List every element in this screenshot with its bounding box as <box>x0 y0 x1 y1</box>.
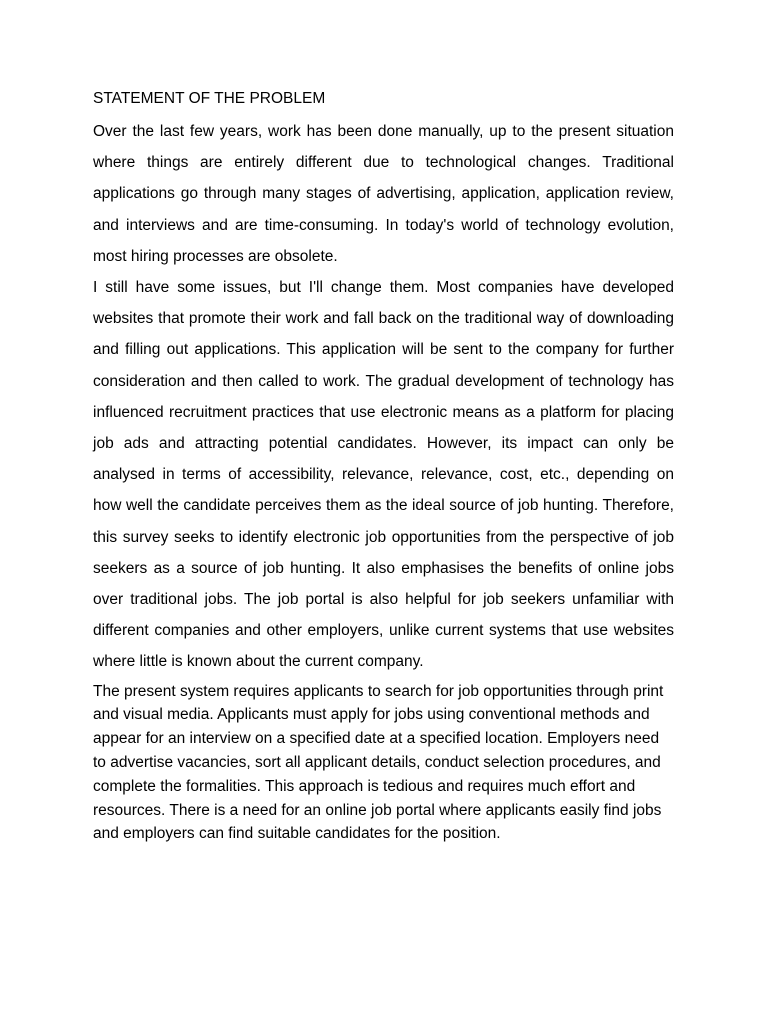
paragraph-intro: Over the last few years, work has been done manually, up to the present situation where things are entirely different due to technological changes. Traditional applications go through many stages of advertising, application, application review, and interviews and are time-consuming. In today's world of technology evolution, most hiring processes are obsolete. <box>93 123 674 265</box>
document-body <box>93 88 674 846</box>
page-title: STATEMENT OF THE PROBLEM <box>93 90 326 107</box>
paragraph-recruitment: I still have some issues, but I'll change them. Most companies have developed websites that promote their work and fall back on the traditional way of downloading and filling out applications. This application will be sent to the company for further consideration and then called to work. The gradual development of technology has influenced recruitment practices that use electronic means as a platform for placing job ads and attracting potential candidates. However, its impact can only be analysed in terms of accessibility, relevance, relevance, cost, etc., depending on how well the candidate perceives them as the ideal source of job hunting. Therefore, this survey seeks to identify electronic job opportunities from the perspective of job seekers as a source of job hunting. It also emphasises the benefits of online jobs over traditional jobs. The job portal is also helpful for job seekers unfamiliar with different companies and other employers, unlike current systems that use websites where little is known about the current company. <box>93 279 674 671</box>
paragraph-present-system: The present system requires applicants to search for job opportunities through print and visual media. Applicants must apply for jobs using conventional methods and appear for an interview on a specified date at a specified location. Employers need to advertise vacancies, sort all applicant details, conduct selection procedures, and complete the formalities. This approach is tedious and requires much effort and resources. There is a need for an online job portal where applicants easily find jobs and employers can find suitable candidates for the position. <box>93 682 664 843</box>
